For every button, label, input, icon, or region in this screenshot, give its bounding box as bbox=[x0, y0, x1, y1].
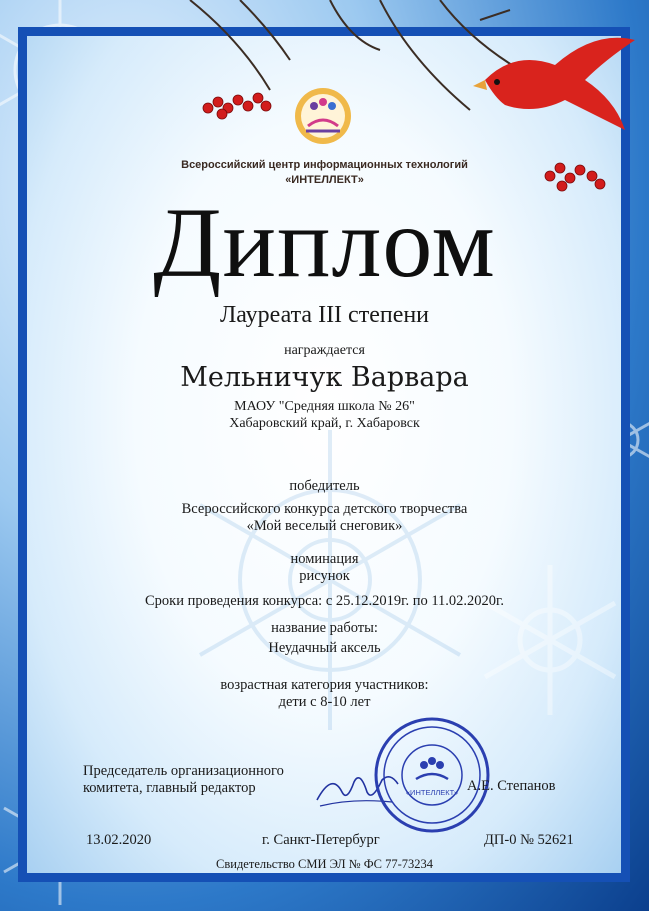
contest-line2: «Мой веселый снеговик» bbox=[246, 518, 403, 534]
signer-role-line1: Председатель организационного bbox=[83, 763, 284, 779]
signer-role-line2: комитета, главный редактор bbox=[83, 780, 256, 796]
seal-center-text: «ИНТЕЛЛЕКТ» bbox=[405, 788, 459, 797]
organization-seal-icon bbox=[372, 715, 492, 835]
winner-label: победитель bbox=[289, 478, 360, 494]
diploma-title: Диплом bbox=[153, 187, 496, 298]
organization-line1: Всероссийский центр информационных технологий bbox=[181, 159, 468, 171]
degree-label: Лауреата III степени bbox=[219, 302, 430, 328]
contest-line1: Всероссийского конкурса детского творчества bbox=[181, 501, 468, 517]
contest-block bbox=[0, 501, 649, 535]
awarded-label: награждается bbox=[284, 343, 365, 358]
recipient-school: МАОУ "Средняя школа № 26" bbox=[234, 399, 415, 414]
age-category-label: возрастная категория участников: bbox=[220, 677, 429, 693]
diploma-number: ДП-0 № 52621 bbox=[484, 832, 574, 848]
age-category-value: дети с 8-10 лет bbox=[278, 694, 371, 710]
organization-line2: «ИНТЕЛЛЕКТ» bbox=[285, 174, 364, 186]
issue-date: 13.02.2020 bbox=[86, 832, 152, 848]
signer-name: А.Е. Степанов bbox=[467, 778, 556, 794]
work-title-value: Неудачный аксель bbox=[268, 640, 381, 656]
rowan-berries-left bbox=[198, 88, 278, 128]
recipient-name: Мельничук Варвара bbox=[180, 362, 469, 393]
issue-city: г. Санкт-Петербург bbox=[262, 832, 380, 848]
intellekt-logo-icon bbox=[290, 86, 356, 146]
nomination-value: рисунок bbox=[299, 568, 350, 584]
recipient-location: Хабаровский край, г. Хабаровск bbox=[229, 416, 420, 431]
recipient-school-block bbox=[0, 398, 649, 432]
contest-dates: Сроки проведения конкурса: с 25.12.2019г. по 11.02.2020г. bbox=[144, 593, 504, 609]
media-certificate: Свидетельство СМИ ЭЛ № ФС 77-73234 bbox=[216, 857, 433, 871]
organization-name bbox=[0, 158, 649, 188]
signer-role bbox=[83, 763, 284, 797]
red-bird-decoration bbox=[465, 20, 645, 140]
nomination-label: номинация bbox=[290, 551, 359, 567]
work-title-label: название работы: bbox=[271, 620, 378, 636]
